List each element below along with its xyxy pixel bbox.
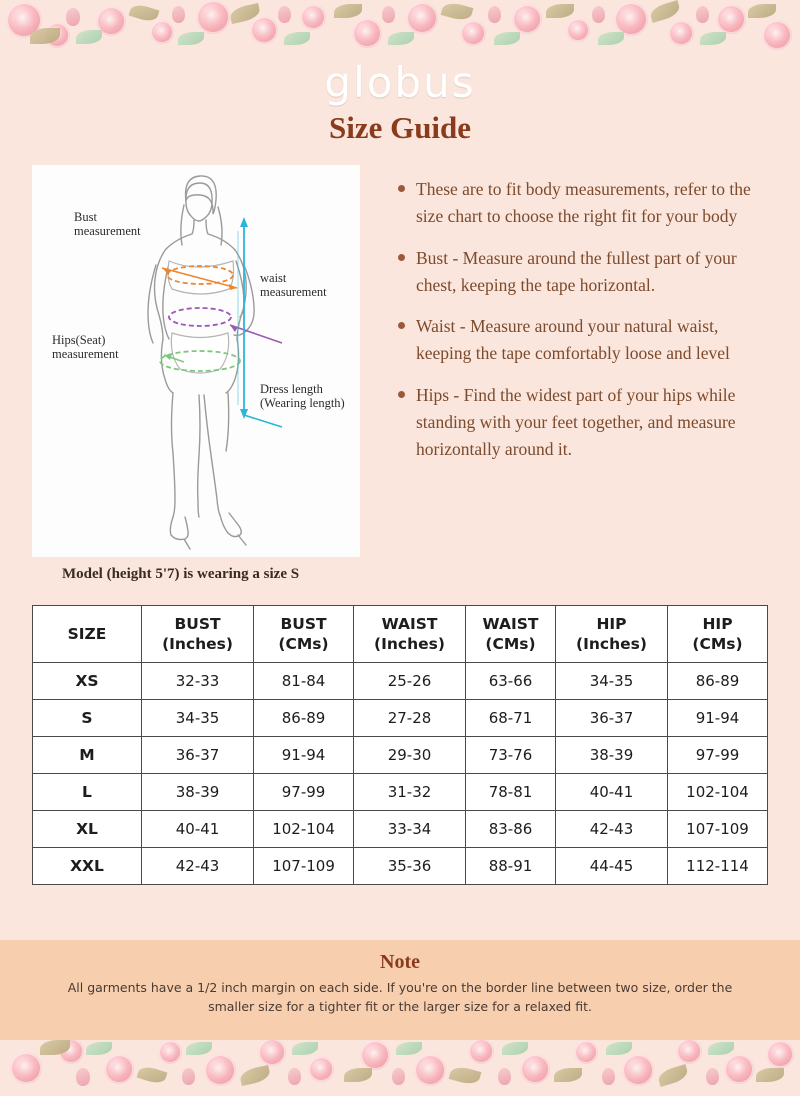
cell-bust-cm: 86-89 xyxy=(254,700,354,737)
cell-bust-in: 36-37 xyxy=(142,737,254,774)
note-text: All garments have a 1/2 inch margin on each side. If you're on the border line between two size, order the smaller size for a tighter fit or the larger size for a relaxed fit. xyxy=(67,980,733,1015)
cell-bust-in: 40-41 xyxy=(142,811,254,848)
cell-bust-cm: 91-94 xyxy=(254,737,354,774)
cell-waist-in: 33-34 xyxy=(353,811,465,848)
cell-hip-in: 44-45 xyxy=(555,848,667,885)
cell-waist-cm: 68-71 xyxy=(466,700,556,737)
cell-hip-cm: 112-114 xyxy=(668,848,768,885)
label-waist: waist measurement xyxy=(260,271,327,300)
table-row xyxy=(33,737,768,774)
page-title: Size Guide xyxy=(328,110,472,145)
floral-border-bottom xyxy=(0,1034,800,1096)
cell-hip-cm: 86-89 xyxy=(668,663,768,700)
model-caption: Model (height 5'7) is wearing a size S xyxy=(62,566,300,582)
cell-bust-in: 32-33 xyxy=(142,663,254,700)
list-item: These are to fit body measurements, refer to the size chart to choose the right fit for your body xyxy=(398,176,758,231)
label-bust: Bust measurement xyxy=(74,210,141,239)
measurement-instructions xyxy=(398,176,758,478)
cell-bust-cm: 97-99 xyxy=(254,774,354,811)
note-title: Note xyxy=(380,951,420,973)
cell-waist-cm: 78-81 xyxy=(466,774,556,811)
cell-hip-in: 40-41 xyxy=(555,774,667,811)
cell-size: M xyxy=(33,737,142,774)
cell-waist-in: 29-30 xyxy=(353,737,465,774)
cell-size: XXL xyxy=(33,848,142,885)
table-row xyxy=(33,811,768,848)
cell-bust-in: 38-39 xyxy=(142,774,254,811)
cell-hip-in: 42-43 xyxy=(555,811,667,848)
list-item: Bust - Measure around the fullest part of your chest, keeping the tape horizontal. xyxy=(398,245,758,300)
measurement-illustration xyxy=(32,165,360,557)
table-header-row xyxy=(33,606,768,663)
cell-bust-cm: 81-84 xyxy=(254,663,354,700)
column-header-waist-inches: WAIST (Inches) xyxy=(353,606,465,663)
cell-hip-cm: 102-104 xyxy=(668,774,768,811)
cell-waist-cm: 88-91 xyxy=(466,848,556,885)
cell-bust-in: 42-43 xyxy=(142,848,254,885)
cell-waist-in: 25-26 xyxy=(353,663,465,700)
cell-waist-cm: 73-76 xyxy=(466,737,556,774)
cell-hip-in: 38-39 xyxy=(555,737,667,774)
column-header-bust-cms: BUST (CMs) xyxy=(254,606,354,663)
cell-hip-cm: 107-109 xyxy=(668,811,768,848)
floral-border-top xyxy=(0,0,800,62)
table-row xyxy=(33,663,768,700)
table-row xyxy=(33,700,768,737)
list-item: Waist - Measure around your natural waist, keeping the tape comfortably loose and level xyxy=(398,313,758,368)
list-item: Hips - Find the widest part of your hips while standing with your feet together, and measure horizontally around it. xyxy=(398,382,758,464)
brand-logo: globus xyxy=(324,58,476,107)
cell-waist-cm: 83-86 xyxy=(466,811,556,848)
cell-waist-in: 31-32 xyxy=(353,774,465,811)
cell-size: XS xyxy=(33,663,142,700)
column-header-hip-inches: HIP (Inches) xyxy=(555,606,667,663)
cell-bust-in: 34-35 xyxy=(142,700,254,737)
column-header-size: SIZE xyxy=(33,606,142,663)
cell-hip-in: 34-35 xyxy=(555,663,667,700)
cell-size: S xyxy=(33,700,142,737)
label-hips: Hips(Seat) measurement xyxy=(52,333,119,362)
cell-hip-cm: 97-99 xyxy=(668,737,768,774)
column-header-hip-cms: HIP (CMs) xyxy=(668,606,768,663)
cell-hip-in: 36-37 xyxy=(555,700,667,737)
bullet-icon xyxy=(398,254,405,261)
cell-size: XL xyxy=(33,811,142,848)
cell-bust-cm: 102-104 xyxy=(254,811,354,848)
cell-hip-cm: 91-94 xyxy=(668,700,768,737)
size-chart-table xyxy=(32,605,768,885)
cell-size: L xyxy=(33,774,142,811)
table-row xyxy=(33,774,768,811)
column-header-waist-cms: WAIST (CMs) xyxy=(466,606,556,663)
cell-waist-in: 35-36 xyxy=(353,848,465,885)
cell-waist-cm: 63-66 xyxy=(466,663,556,700)
bullet-icon xyxy=(398,322,405,329)
cell-waist-in: 27-28 xyxy=(353,700,465,737)
note-section xyxy=(0,940,800,1040)
bullet-icon xyxy=(398,185,405,192)
bullet-icon xyxy=(398,391,405,398)
column-header-bust-inches: BUST (Inches) xyxy=(142,606,254,663)
table-row xyxy=(33,848,768,885)
cell-bust-cm: 107-109 xyxy=(254,848,354,885)
label-dress-length: Dress length (Wearing length) xyxy=(260,382,345,411)
